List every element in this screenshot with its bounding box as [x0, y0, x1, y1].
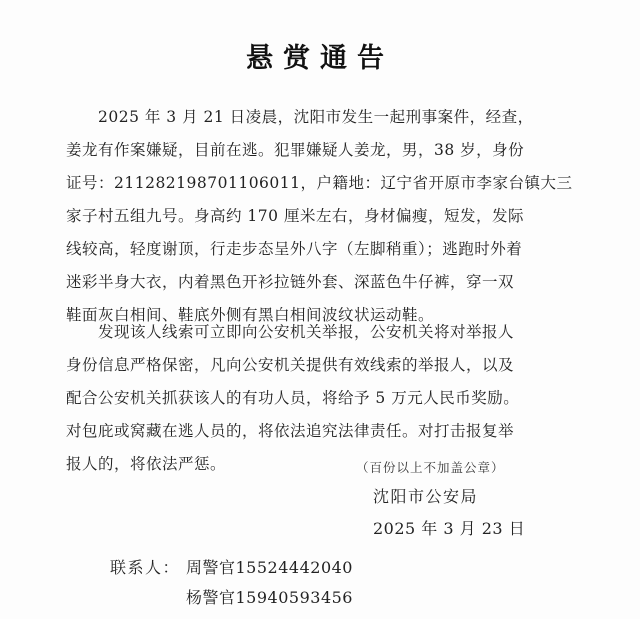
paragraph-line: 报人的，将依法严惩。	[66, 455, 227, 473]
seal-note: （百份以上不加盖公章）	[356, 460, 505, 475]
contact-entry: 杨警官15940593456	[186, 588, 353, 607]
contact-label: 联系人：	[110, 558, 181, 577]
paragraph-line: 配合公安机关抓获该人的有功人员，将给予 5 万元人民币奖励。	[66, 389, 520, 407]
notice-title: 悬赏通告	[246, 43, 394, 74]
issuer-name: 沈阳市公安局	[373, 487, 479, 506]
paragraph-line: 身份信息严格保密，凡向公安机关提供有效线索的举报人，以及	[66, 356, 515, 374]
paragraph-line: 发现该人线索可立即向公安机关举报，公安机关将对举报人	[66, 323, 515, 341]
paragraph-line: 证号：211282198701106011，户籍地：辽宁省开原市李家台镇大三	[66, 174, 573, 192]
paragraph-line: 鞋面灰白相间、鞋底外侧有黑白相间波纹状运动鞋。	[66, 306, 435, 324]
case-description-paragraph	[66, 101, 596, 332]
paragraph-line: 对包庇或窝藏在逃人员的，将依法追究法律责任。对打击报复举	[66, 422, 515, 440]
reward-paragraph	[66, 316, 596, 481]
contact-entry: 周警官15524442040	[186, 558, 353, 577]
paragraph-line: 线较高，轻度谢顶，行走步态呈外八字（左脚稍重）；逃跑时外着	[66, 240, 523, 258]
paragraph-line: 2025 年 3 月 21 日凌晨，沈阳市发生一起刑事案件，经查，	[66, 108, 534, 126]
paragraph-line: 姜龙有作案嫌疑，目前在逃。犯罪嫌疑人姜龙，男，38 岁，身份	[66, 141, 525, 159]
paragraph-line: 家子村五组九号。身高约 170 厘米左右，身材偏瘦，短发，发际	[66, 207, 524, 225]
paragraph-line: 迷彩半身大衣，内着黑色开衫拉链外套、深蓝色牛仔裤，穿一双	[66, 273, 515, 291]
issue-date: 2025 年 3 月 23 日	[373, 519, 526, 538]
